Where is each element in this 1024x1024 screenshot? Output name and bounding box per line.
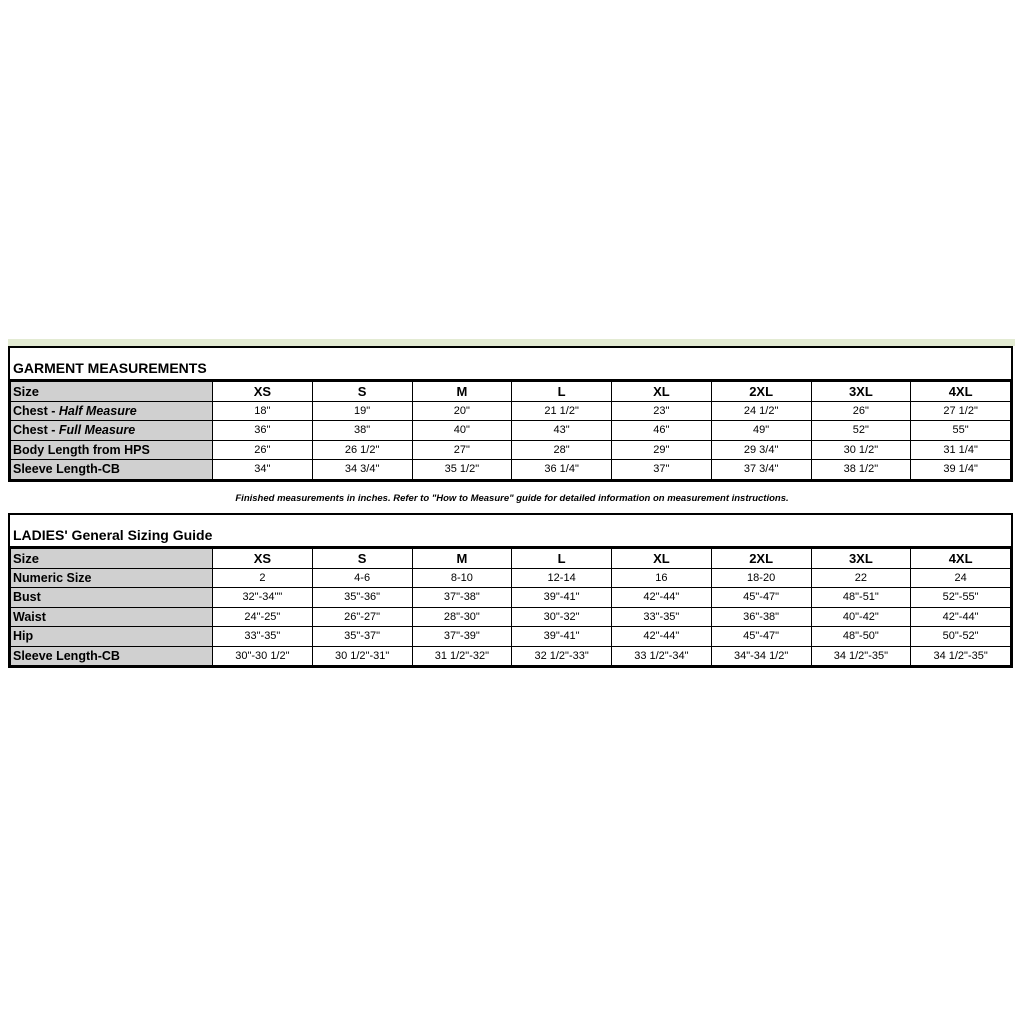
row-label-text: Sleeve Length-CB xyxy=(13,462,120,477)
row-label xyxy=(11,588,213,608)
measurement-cell: 33 1/2"-34" xyxy=(612,646,712,666)
measurement-cell: 36"-38" xyxy=(711,607,811,627)
measurement-cell: 31 1/2"-32" xyxy=(412,646,512,666)
table-row xyxy=(11,646,1011,666)
table-row xyxy=(11,588,1011,608)
measurement-cell: 38" xyxy=(312,421,412,441)
measurement-cell: 39 1/4" xyxy=(911,460,1011,480)
size-header-row xyxy=(11,382,1011,402)
measurement-cell: 48"-50" xyxy=(811,627,911,647)
row-label-text: Chest - xyxy=(13,423,59,438)
size-header-cell: XL xyxy=(612,549,712,569)
measurement-cell: 45"-47" xyxy=(711,588,811,608)
row-label-italic-text: Full Measure xyxy=(58,423,136,438)
row-label xyxy=(11,440,213,460)
table-row xyxy=(11,607,1011,627)
measurement-cell: 42"-44" xyxy=(612,627,712,647)
measurement-cell: 52" xyxy=(811,421,911,441)
size-header-cell: 2XL xyxy=(711,549,811,569)
row-label-text: Hip xyxy=(13,629,34,644)
measurement-cell: 2 xyxy=(213,568,313,588)
size-header-cell: L xyxy=(512,549,612,569)
table-row xyxy=(11,440,1011,460)
ladies-title-text: LADIES' General Sizing Guide xyxy=(13,527,213,543)
measurement-cell: 23" xyxy=(612,401,712,421)
measurement-cell: 24"-25" xyxy=(213,607,313,627)
ladies-sizing-table xyxy=(8,513,1013,668)
garment-measurements-table xyxy=(8,346,1013,482)
measurement-cell: 40"-42" xyxy=(811,607,911,627)
row-label-text: Waist xyxy=(13,609,46,624)
measurement-cell: 32 1/2"-33" xyxy=(512,646,612,666)
measurement-cell: 26" xyxy=(811,401,911,421)
measurement-cell: 28" xyxy=(512,440,612,460)
measurement-cell: 24 xyxy=(911,568,1011,588)
measurement-cell: 22 xyxy=(811,568,911,588)
measurement-cell: 37"-38" xyxy=(412,588,512,608)
measurement-cell: 26" xyxy=(213,440,313,460)
measurement-cell: 26"-27" xyxy=(312,607,412,627)
measurement-cell: 26 1/2" xyxy=(312,440,412,460)
ladies-sizing-title xyxy=(10,515,1011,548)
measurement-cell: 36 1/4" xyxy=(512,460,612,480)
table-row xyxy=(11,401,1011,421)
measurement-cell: 40" xyxy=(412,421,512,441)
row-label-text: Sleeve Length-CB xyxy=(13,648,120,663)
measurement-cell: 38 1/2" xyxy=(811,460,911,480)
measurement-cell: 32"-34"" xyxy=(213,588,313,608)
measurement-cell: 30"-30 1/2" xyxy=(213,646,313,666)
row-label xyxy=(11,627,213,647)
row-label xyxy=(11,568,213,588)
measurement-cell: 33"-35" xyxy=(213,627,313,647)
measurement-cell: 18-20 xyxy=(711,568,811,588)
garment-size-grid xyxy=(10,381,1011,480)
measurement-cell: 37"-39" xyxy=(412,627,512,647)
measurement-cell: 35"-36" xyxy=(312,588,412,608)
measurement-cell: 27" xyxy=(412,440,512,460)
measurement-cell: 46" xyxy=(612,421,712,441)
measurement-cell: 12-14 xyxy=(512,568,612,588)
measurement-cell: 29 3/4" xyxy=(711,440,811,460)
size-header-cell: 4XL xyxy=(911,382,1011,402)
measurement-cell: 50"-52" xyxy=(911,627,1011,647)
measurement-cell: 4-6 xyxy=(312,568,412,588)
row-label-text: Bust xyxy=(13,590,41,605)
size-header-cell: L xyxy=(512,382,612,402)
size-header-cell: S xyxy=(312,382,412,402)
measurement-cell: 34 1/2"-35" xyxy=(811,646,911,666)
row-label xyxy=(11,607,213,627)
measurement-cell: 43" xyxy=(512,421,612,441)
row-label-text: Numeric Size xyxy=(13,570,92,585)
measurement-cell: 35"-37" xyxy=(312,627,412,647)
size-header-cell: M xyxy=(412,382,512,402)
measurement-cell: 34 1/2"-35" xyxy=(911,646,1011,666)
measurement-cell: 8-10 xyxy=(412,568,512,588)
measurement-cell: 37 3/4" xyxy=(711,460,811,480)
measurement-cell: 52"-55" xyxy=(911,588,1011,608)
measurement-cell: 27 1/2" xyxy=(911,401,1011,421)
measurement-cell: 55" xyxy=(911,421,1011,441)
measurement-cell: 42"-44" xyxy=(612,588,712,608)
measurement-cell: 21 1/2" xyxy=(512,401,612,421)
table-row xyxy=(11,421,1011,441)
header-accent-band xyxy=(8,339,1015,346)
size-header-cell: 4XL xyxy=(911,549,1011,569)
measurement-cell: 48"-51" xyxy=(811,588,911,608)
row-label-text: Chest - xyxy=(13,403,59,418)
size-header-cell: XS xyxy=(213,382,313,402)
measurement-cell: 39"-41" xyxy=(512,627,612,647)
measurement-cell: 20" xyxy=(412,401,512,421)
measurement-cell: 19" xyxy=(312,401,412,421)
table-row xyxy=(11,460,1011,480)
measurement-cell: 34" xyxy=(213,460,313,480)
size-header-cell: S xyxy=(312,549,412,569)
measurement-cell: 39"-41" xyxy=(512,588,612,608)
row-label xyxy=(11,421,213,441)
measurement-cell: 36" xyxy=(213,421,313,441)
size-header-cell: 3XL xyxy=(811,549,911,569)
measurement-note: Finished measurements in inches. Refer to "How to Measure" guide for detailed information on measurement instructions. xyxy=(235,493,789,504)
row-label xyxy=(11,460,213,480)
measurement-cell: 30 1/2"-31" xyxy=(312,646,412,666)
size-header-label: Size xyxy=(11,549,213,569)
garment-measurements-title xyxy=(10,348,1011,381)
garment-title-text: GARMENT MEASUREMENTS xyxy=(13,360,207,376)
measurement-cell: 37" xyxy=(612,460,712,480)
size-header-cell: 3XL xyxy=(811,382,911,402)
ladies-size-grid xyxy=(10,548,1011,666)
size-header-cell: M xyxy=(412,549,512,569)
row-label xyxy=(11,646,213,666)
measurement-cell: 30 1/2" xyxy=(811,440,911,460)
size-header-row xyxy=(11,549,1011,569)
measurement-cell: 35 1/2" xyxy=(412,460,512,480)
measurement-cell: 29" xyxy=(612,440,712,460)
measurement-cell: 31 1/4" xyxy=(911,440,1011,460)
measurement-cell: 28"-30" xyxy=(412,607,512,627)
size-header-label: Size xyxy=(11,382,213,402)
table-row xyxy=(11,627,1011,647)
measurement-cell: 16 xyxy=(612,568,712,588)
measurement-cell: 45"-47" xyxy=(711,627,811,647)
size-header-cell: 2XL xyxy=(711,382,811,402)
row-label xyxy=(11,401,213,421)
measurement-cell: 34"-34 1/2" xyxy=(711,646,811,666)
row-label-italic-text: Half Measure xyxy=(58,403,137,418)
measurement-cell: 24 1/2" xyxy=(711,401,811,421)
size-header-cell: XL xyxy=(612,382,712,402)
row-label-text: Body Length from HPS xyxy=(13,442,150,457)
size-header-cell: XS xyxy=(213,549,313,569)
measurement-cell: 42"-44" xyxy=(911,607,1011,627)
measurement-cell: 34 3/4" xyxy=(312,460,412,480)
measurement-cell: 49" xyxy=(711,421,811,441)
table-row xyxy=(11,568,1011,588)
measurement-cell: 30"-32" xyxy=(512,607,612,627)
measurement-cell: 18" xyxy=(213,401,313,421)
measurement-cell: 33"-35" xyxy=(612,607,712,627)
